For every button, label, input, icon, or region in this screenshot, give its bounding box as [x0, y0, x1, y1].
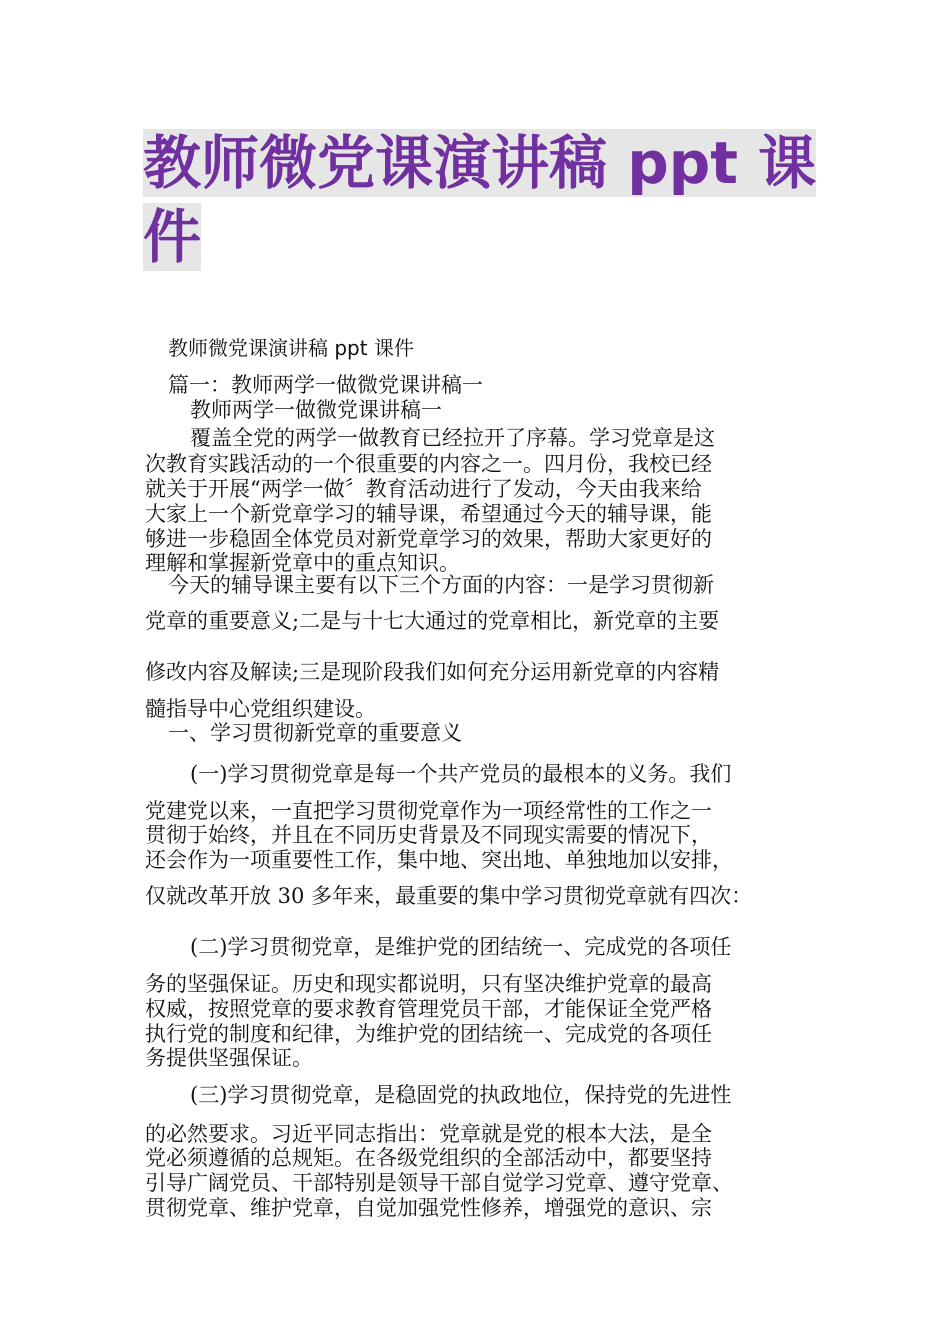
- body-line: 党建党以来，一直把学习贯彻党章作为一项经常性的工作之一: [145, 799, 712, 823]
- section-subheading: 教师两学一做微党课讲稿一: [190, 398, 442, 422]
- body-line: 髓指导中心党组织建设。: [145, 697, 376, 721]
- body-line: 党必须遵循的总规矩。在各级党组织的全部活动中，都要坚持: [145, 1146, 712, 1170]
- body-line: (一)学习贯彻党章是每一个共产党员的最根本的义务。我们: [190, 762, 732, 786]
- subtitle-line: 教师微党课演讲稿 ppt 课件: [168, 336, 414, 360]
- body-line: 还会作为一项重要性工作，集中地、突出地、单独地加以安排，: [145, 848, 733, 872]
- body-line: 务提供坚强保证。: [145, 1046, 313, 1070]
- body-line: 覆盖全党的两学一做教育已经拉开了序幕。学习党章是这: [190, 426, 715, 450]
- body-line: 务的坚强保证。历史和现实都说明，只有坚决维护党章的最高: [145, 972, 712, 996]
- title-line-1: 教师微党课演讲稿 ppt 课: [143, 129, 817, 197]
- section-heading: 一、学习贯彻新党章的重要意义: [168, 721, 462, 745]
- body-line: 就关于开展“两学一做〞教育活动进行了发动，今天由我来给: [145, 477, 702, 501]
- body-line: 大家上一个新党章学习的辅导课，希望通过今天的辅导课，能: [145, 502, 712, 526]
- body-line: 理解和掌握新党章中的重点知识。: [145, 551, 460, 575]
- body-line: 贯彻于始终，并且在不同历史背景及不同现实需要的情况下，: [145, 823, 712, 847]
- body-line: 今天的辅导课主要有以下三个方面的内容：一是学习贯彻新: [168, 573, 714, 597]
- body-line: 的必然要求。习近平同志指出：党章就是党的根本大法，是全: [145, 1122, 712, 1146]
- body-line: (二)学习贯彻党章，是维护党的团结统一、完成党的各项任: [190, 935, 732, 959]
- body-line: 党章的重要意义;二是与十七大通过的党章相比，新党章的主要: [145, 609, 720, 633]
- body-line: 次教育实践活动的一个很重要的内容之一。四月份，我校已经: [145, 452, 712, 476]
- section-heading: 篇一：教师两学一做微党课讲稿一: [168, 373, 483, 397]
- body-line: 够进一步稳固全体党员对新党章学习的效果，帮助大家更好的: [145, 527, 712, 551]
- body-line: 权威，按照党章的要求教育管理党员干部，才能保证全党严格: [145, 997, 712, 1021]
- body-line: 执行党的制度和纪律，为维护党的团结统一、完成党的各项任: [145, 1022, 712, 1046]
- document-title: [143, 126, 823, 274]
- body-line: 仅就改革开放 30 多年来，最重要的集中学习贯彻党章就有四次：: [145, 884, 753, 908]
- title-line-2: 件: [143, 203, 202, 271]
- body-line: 修改内容及解读;三是现阶段我们如何充分运用新党章的内容精: [145, 660, 720, 684]
- body-line: 引导广阔党员、干部特别是领导干部自觉学习党章、遵守党章、: [145, 1171, 733, 1195]
- body-line: 贯彻党章、维护党章，自觉加强党性修养，增强党的意识、宗: [145, 1196, 712, 1220]
- body-line: (三)学习贯彻党章，是稳固党的执政地位，保持党的先进性: [190, 1083, 732, 1107]
